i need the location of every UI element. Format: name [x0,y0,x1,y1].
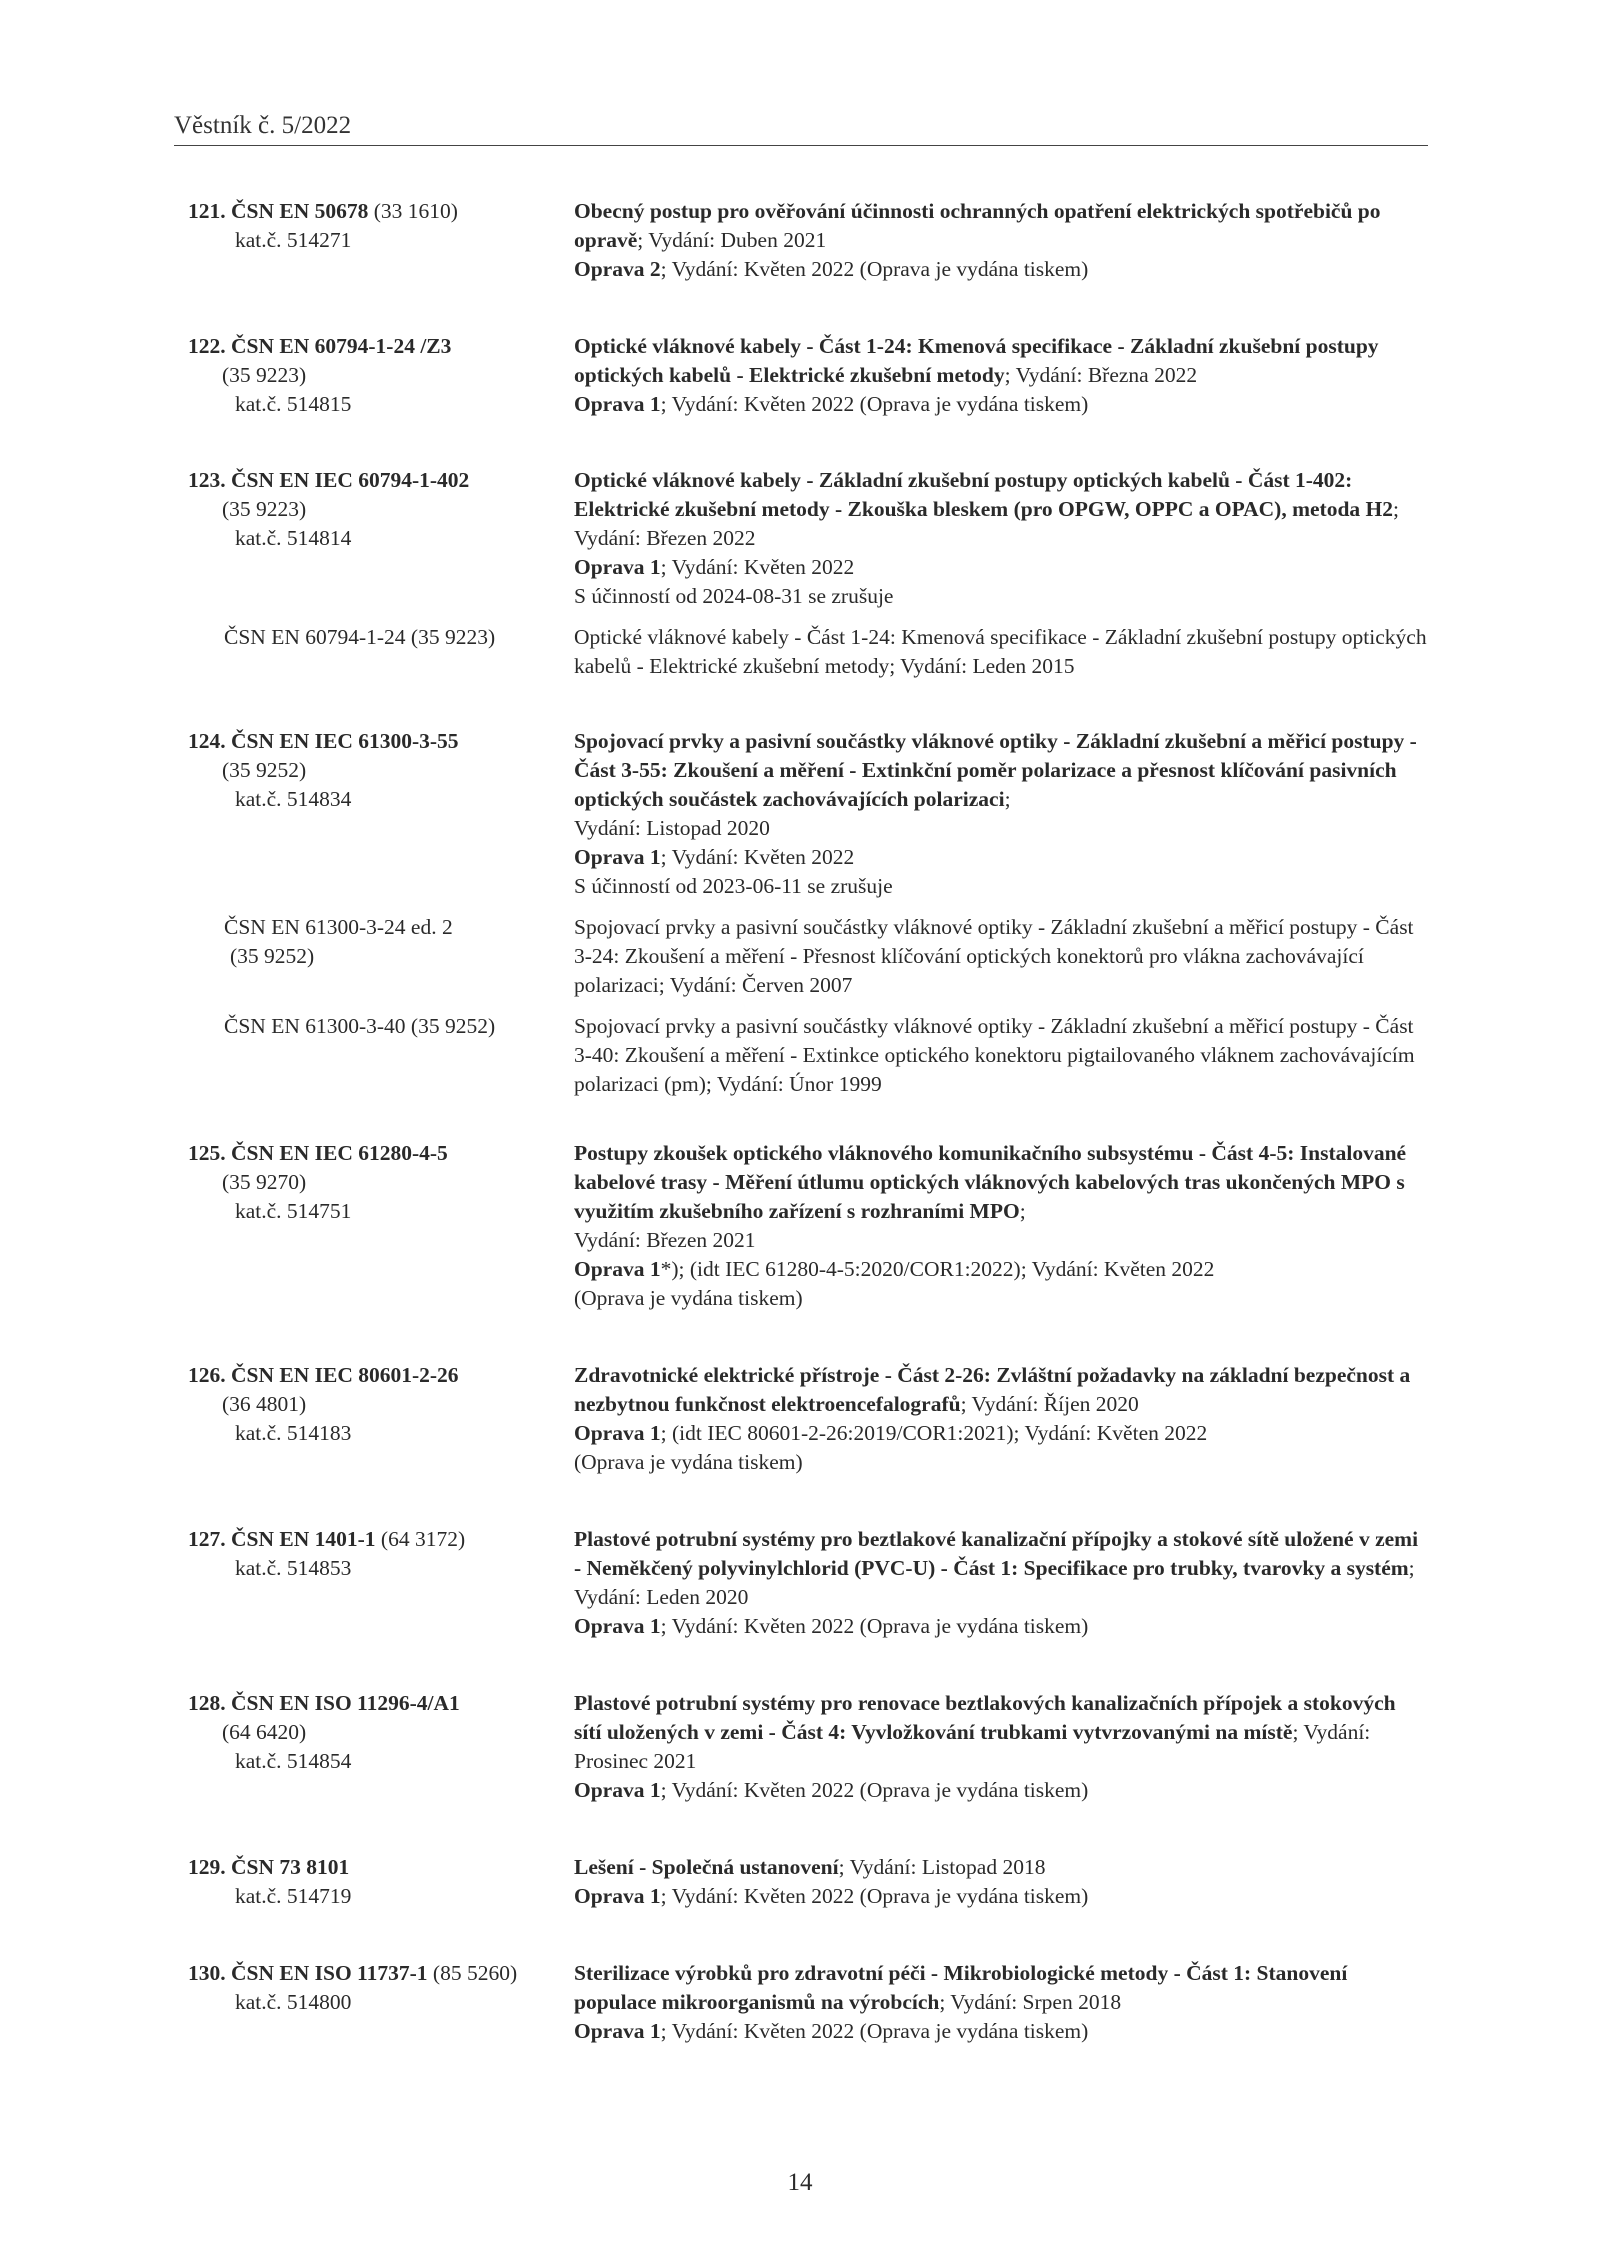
standard-title: Optické vláknové kabely - Část 1-24: Kmenová specifikace - Základní zkušební postupy optických kabelů - Elektrické zkušební metody [574,334,1379,387]
replaced-standard-text: Spojovací prvky a pasivní součástky vláknové optiky - Základní zkušební a měřicí postupy - Část 3-40: Zkoušení a měření - Extinkce optického konektoru pigtailovaného vláknem zachovávajícím polarizaci (pm); Vydání: Únor 1999 [574,1014,1415,1096]
classification: (85 5260) [432,1961,518,1985]
standard-number: 124. ČSN EN IEC 61300-3-55 [188,729,459,753]
entry-128 [174,1689,1428,1805]
correction-text: *); (idt IEC 61280-4-5:2020/COR1:2022); Vydání: Květen 2022 [660,1257,1215,1281]
standard-title: Postupy zkoušek optického vláknového komunikačního subsystému - Část 4-5: Instalované kabelové trasy - Měření útlumu optických vláknových kabelových tras ukončených MPO s využitím zkušebního zařízení s rozhraními MPO [574,1141,1407,1223]
catalog-number: kat.č. 514271 [235,228,352,252]
correction-text: ; Vydání: Květen 2022 (Oprava je vydána tiskem) [660,392,1089,416]
entry-124 [174,727,1428,1099]
standard-number: 127. ČSN EN 1401-1 [188,1527,376,1551]
correction-text: ; Vydání: Květen 2022 [660,845,855,869]
header-rule [174,145,1428,146]
correction-label: Oprava 1 [574,845,661,869]
standard-number: 121. ČSN EN 50678 [188,199,369,223]
catalog-number: kat.č. 514751 [235,1199,352,1223]
standard-number: 126. ČSN EN IEC 80601-2-26 [188,1363,459,1387]
classification: (36 4801) [222,1392,307,1416]
replaced-standard-number: ČSN EN 61300-3-24 ed. 2 [224,915,453,939]
replaced-standard-number: ČSN EN 61300-3-40 (35 9252) [224,1014,496,1038]
standard-title: Plastové potrubní systémy pro renovace beztlakových kanalizačních přípojek a stokových sítí uložených v zemi - Část 4: Vyvložkování trubkami vytvrzovanými na místě [574,1691,1396,1744]
standard-title: Lešení - Společná ustanovení [574,1855,839,1879]
catalog-number: kat.č. 514854 [235,1749,352,1773]
edition: ; [1004,787,1011,811]
catalog-number: kat.č. 514815 [235,392,352,416]
correction-label: Oprava 1 [574,1421,661,1445]
correction-text: ; Vydání: Květen 2022 (Oprava je vydána tiskem) [660,1884,1089,1908]
entry-123 [174,466,1428,681]
classification: (35 9270) [222,1170,307,1194]
correction-text: ; Vydání: Květen 2022 (Oprava je vydána tiskem) [660,2019,1089,2043]
standard-title: Sterilizace výrobků pro zdravotní péči - Mikrobiologické metody - Část 1: Stanovení populace mikroorganismů na výrobcích [574,1961,1348,2014]
standard-title: Zdravotnické elektrické přístroje - Část 2-26: Zvláštní požadavky na základní bezpečnost a nezbytnou funkčnost elektroencefalografů [574,1363,1411,1416]
edition: ; Vydání: Říjen 2020 [960,1392,1139,1416]
catalog-number: kat.č. 514853 [235,1556,352,1580]
correction-text: ; (idt IEC 80601-2-26:2019/COR1:2021); Vydání: Květen 2022 [660,1421,1208,1445]
entry-129 [174,1853,1428,1911]
edition: ; [1019,1199,1026,1223]
correction-label: Oprava 1 [574,2019,661,2043]
standard-number: 123. ČSN EN IEC 60794-1-402 [188,468,470,492]
entry-130 [174,1959,1428,2046]
correction-text: ; Vydání: Květen 2022 (Oprava je vydána tiskem) [660,257,1089,281]
correction-label: Oprava 1 [574,1614,661,1638]
edition: ; Vydání: Března 2022 [1004,363,1198,387]
entry-126 [174,1361,1428,1477]
correction-text: ; Vydání: Květen 2022 (Oprava je vydána tiskem) [660,1614,1089,1638]
correction-label: Oprava 1 [574,1257,661,1281]
replaced-standard [174,1012,1428,1099]
classification: (64 3172) [380,1527,466,1551]
standard-title: Obecný postup pro ověřování účinnosti ochranných opatření elektrických spotřebičů po opravě [574,199,1381,252]
catalog-number: kat.č. 514800 [235,1990,352,2014]
correction-note: (Oprava je vydána tiskem) [574,1450,803,1474]
page-number: 14 [787,2169,813,2196]
classification: (35 9252) [222,758,307,782]
replaced-standard [174,623,1428,681]
standard-number: 130. ČSN EN ISO 11737-1 [188,1961,428,1985]
standard-title: Plastové potrubní systémy pro beztlakové kanalizační přípojky a stokové sítě uložené v zemi - Neměkčený polyvinylchlorid (PVC-U) - Část 1: Specifikace pro trubky, tvarovky a systém [574,1527,1419,1580]
catalog-number: kat.č. 514183 [235,1421,352,1445]
correction-label: Oprava 1 [574,392,661,416]
classification: (35 9223) [222,363,307,387]
entry-127 [174,1525,1428,1641]
catalog-number: kat.č. 514719 [235,1884,352,1908]
entry-122 [174,332,1428,419]
standard-title: Spojovací prvky a pasivní součástky vláknové optiky - Základní zkušební a měřicí postupy - Část 3-55: Zkoušení a měření - Extinkční poměr polarizace a přesnost klíčování pasivních optických součástek zachovávajících polarizaci [574,729,1417,811]
correction-label: Oprava 1 [574,1884,661,1908]
entry-125 [174,1139,1428,1313]
correction-label: Oprava 1 [574,555,661,579]
edition: ; Vydání: Duben 2021 [637,228,827,252]
classification: (33 1610) [373,199,458,223]
entry-121 [174,197,1428,284]
replaced-standard-number: ČSN EN 60794-1-24 (35 9223) [224,625,496,649]
edition: ; Vydání: Srpen 2018 [939,1990,1122,2014]
replaced-standard-text: Spojovací prvky a pasivní součástky vláknové optiky - Základní zkušební a měřicí postupy - Část 3-24: Zkoušení a měření - Přesnost klíčování optických konektorů pro vlákna zachovávající polarizaci; Vydání: Červen 2007 [574,915,1414,997]
edition: ; Vydání: Leden 2020 [574,1556,1415,1609]
edition: ; Vydání: Březen 2022 [574,497,1399,550]
correction-label: Oprava 2 [574,257,661,281]
standard-title: Optické vláknové kabely - Základní zkušební postupy optických kabelů - Část 1-402: Elektrické zkušební metody - Zkouška bleskem (pro OPGW, OPPC a OPAC), metoda H2 [574,468,1394,521]
correction-text: ; Vydání: Květen 2022 (Oprava je vydána tiskem) [660,1778,1089,1802]
correction-text: ; Vydání: Květen 2022 [660,555,855,579]
standard-number: 122. ČSN EN 60794-1-24 /Z3 [188,334,452,358]
replaced-standard-class: (35 9252) [230,944,315,968]
effective-note: S účinností od 2023-06-11 se zrušuje [574,874,893,898]
edition-date: Vydání: Březen 2021 [574,1228,756,1252]
edition: ; Vydání: Prosinec 2021 [574,1720,1371,1773]
classification: (35 9223) [222,497,307,521]
catalog-number: kat.č. 514814 [235,526,352,550]
standard-number: 125. ČSN EN IEC 61280-4-5 [188,1141,448,1165]
catalog-number: kat.č. 514834 [235,787,352,811]
page-header: Věstník č. 5/2022 [174,112,352,139]
edition: ; Vydání: Listopad 2018 [838,1855,1046,1879]
classification: (64 6420) [222,1720,307,1744]
standard-number: 128. ČSN EN ISO 11296-4/A1 [188,1691,460,1715]
effective-note: S účinností od 2024-08-31 se zrušuje [574,584,894,608]
replaced-standard-text: Optické vláknové kabely - Část 1-24: Kmenová specifikace - Základní zkušební postupy optických kabelů - Elektrické zkušební metody; Vydání: Leden 2015 [574,625,1427,678]
standard-number: 129. ČSN 73 8101 [188,1855,350,1879]
correction-note: (Oprava je vydána tiskem) [574,1286,803,1310]
correction-label: Oprava 1 [574,1778,661,1802]
replaced-standard [174,913,1428,1000]
edition-date: Vydání: Listopad 2020 [574,816,770,840]
